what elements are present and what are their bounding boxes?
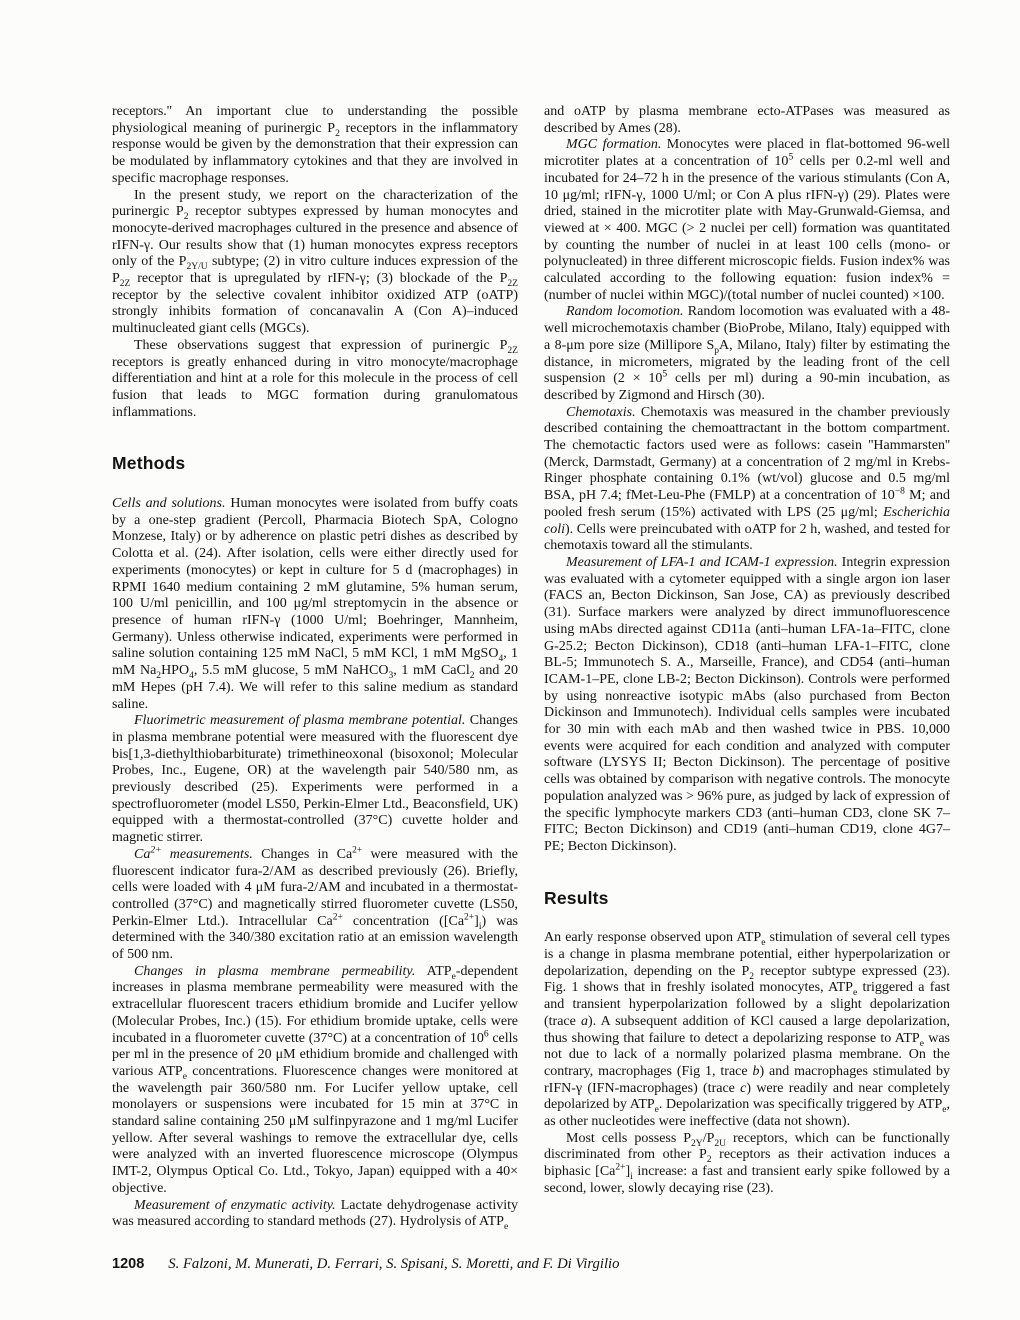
section-heading-results: Results (544, 887, 609, 908)
paragraph-lead: Fluorimetric measurement of plasma membrane potential. (134, 713, 466, 729)
paragraph-lead: MGC formation. (566, 137, 662, 153)
paragraph: Measurement of LFA-1 and ICAM-1 expression. Integrin expression was evaluated with a cytometer equipped with a single argon ion laser (FACS an, Becton Dickinson, San Jose, CA) as previously described (31). Surface markers were analyzed by direct immunofluorescence using mAbs directed against CD11a (anti–human LFA-1a–FITC, clone G-25.2; Becton Dickinson), CD18 (anti–human LFA-1–FITC, clone BL-5; Immunotech S. A., Marseille, France), and CD54 (anti–human ICAM-1–PE, clone LB-2; Becton Dickinson). Controls were performed by using nonreactive isotypic mAbs (also purchased from Becton Dickinson and Immunotech). Individual cells samples were incubated for 30 min with each mAb and then washed twice in PBS. 10,000 events were acquired for each condition and analyzed with computer software (LYSYS II; Becton Dickinson). The percentage of positive cells was obtained by comparison with negative controls. The monocyte population analyzed was > 96% pure, as judged by lack of expression of the specific lymphocyte markers CD3 (anti–human CD3, clone SK 7–FITC; Becton Dickinson) and CD19 (anti–human CD19, clone 4G7–PE; Becton Dickinson). (544, 554, 950, 854)
paragraph: Fluorimetric measurement of plasma membrane potential. Changes in plasma membrane potential were measured with the fluorescent dye bis[1,3-diethylthiobarbiturate) trimethineoxonal (bisoxonol; Molecular Probes, Inc., Eugene, OR) at the wavelength pair 540/580 nm, as previously described (25). Experiments were performed in a spectrofluorometer (model LS50, Perkin-Elmer Ltd., Beaconsfield, UK) equipped with a thermostat-controlled (37°C) cuvette holder and magnetic stirrer. (112, 713, 518, 846)
paragraph-lead: Chemotaxis. (566, 404, 636, 420)
paragraph: Chemotaxis. Chemotaxis was measured in the chamber previously described containing the chemoattractant in the bottom compartment. The chemotactic factors used were as follows: casein ''Hammarsten'' (Merck, Darmstadt, Germany) at a concentration of 2 mg/ml in Krebs-Ringer phosphate containing 0.1% (wt/vol) glucose and 0.5 mg/ml BSA, pH 7.4; fMet-Leu-Phe (FMLP) at a concentration of $10^{-8}$ M; and pooled fresh serum (15%) activated with LPS (25 μg/ml; Escherichia coli). Cells were preincubated with oATP for 2 h, washed, and tested for chemotaxis toward all the stimulants. (544, 404, 950, 554)
left-column (112, 104, 518, 1231)
two-column-text (112, 104, 950, 1231)
paragraph-lead: Cells and solutions. (112, 496, 226, 512)
page-footer (112, 1256, 620, 1273)
paragraph: Random locomotion. Random locomotion was evaluated with a 48-well microchemotaxis chamber (BioProbe, Milano, Italy) equipped with a 8-μm pore size (Millipore $S_pA$, Milano, Italy) filter by estimating the distance, in micrometers, migrated by the leading front of the cell suspension ($2 \times 10^5$ cells per ml) during a 90-min incubation, as described by Zigmond and Hirsch (30). (544, 304, 951, 403)
running-authors: S. Falzoni, M. Munerati, D. Ferrari, S. Spisani, S. Moretti, and F. Di Virgilio (168, 1256, 620, 1272)
paragraph-lead: Random locomotion. (566, 304, 684, 320)
paragraph: Cells and solutions. Human monocytes were isolated from buffy coats by a one-step gradient (Percoll, Pharmacia Biotech SpA, Cologno Monzese, Italy) or by adherence on plastic petri dishes as described by Colotta et al. (24). After isolation, cells were either directly used for experiments (monocytes) or kept in culture for 5 d (macrophages) in RPMI 1640 medium containing 2 mM glutamine, 5% human serum, 100 U/ml penicillin, and 100 μg/ml streptomycin in the absence or presence of human rIFN-γ (1000 U/ml; Boehringer, Mannheim, Germany). Unless otherwise indicated, experiments were performed in saline solution containing 125 mM NaCl, 5 mM KCl, 1 mM MgSO$_4$, 1 mM $Na_2HPO_4$, 5.5 mM glucose, 5 mM NaHCO$_3$, 1 mM CaCl$_2$ and 20 mM Hepes (pH 7.4). We will refer to this saline medium as standard saline. (112, 496, 519, 712)
paragraph-lead: Changes in plasma membrane permeability. (134, 963, 416, 979)
paragraph-lead: Measurement of LFA-1 and ICAM-1 expression. (566, 554, 838, 570)
paragraph-lead: Measurement of enzymatic activity. (134, 1197, 336, 1213)
paragraph: These observations suggest that expression of purinergic $P_{2Z}$ receptors is greatly enhanced during in vitro monocyte/macrophage differentiation and hint at a role for this molecule in the process of cell fusion that leads to MGC formation during granulomatous inflammations. (112, 337, 518, 420)
paragraph: Measurement of enzymatic activity. Lactate dehydrogenase activity was measured according to standard methods (27). Hydrolysis of $ATP_e$ (112, 1197, 518, 1233)
paragraph: Most cells possess $P_{2Y}/P_{2U}$ receptors, which can be functionally discriminated from other $P_2$ receptors as their activation induces a biphasic $[Ca^{2+}]_i$ increase: a fast and transient early spike followed by a second, lower, slowly decaying rise (23). (544, 1130, 951, 1196)
paragraph-lead: $Ca^{2+}$ measurements. (134, 845, 253, 862)
section-heading-methods: Methods (112, 453, 186, 474)
paragraph: $Ca^{2+}$ measurements. Changes in $Ca^{2+}$ were measured with the fluorescent indicator fura-2/AM as described previously (26). Briefly, cells were loaded with 4 μM fura-2/AM and incubated in a thermostat-controlled (37°C) and magnetically stirred fluorometer cuvette (LS50, Perkin-Elmer Ltd.). Intracellular $Ca^{2+}$ concentration $([Ca^{2+}]_i)$ was determined with the 340/380 excitation ratio at an emission wavelength of 500 nm. (112, 845, 519, 963)
paragraph: In the present study, we report on the characterization of the purinergic $P_2$ receptor subtypes expressed by human monocytes and monocyte-derived macrophages cultured in the presence and absence of rIFN-γ. Our results show that (1) human monocytes express receptors only of the $P_{2Y/U}$ subtype; (2) in vitro culture induces expression of the $P_{2Z}$ receptor that is upregulated by rIFN-γ; (3) blockade of the $P_{2Z}$ receptor by the selective covalent inhibitor oxidized ATP (oATP) strongly inhibits formation of concanavalin A (Con A)–induced multinucleated giant cells (MGCs). (112, 187, 518, 337)
paragraph: and oATP by plasma membrane ecto-ATPases was measured as described by Ames (28). (544, 104, 950, 136)
paragraph: receptors.'' An important clue to understanding the possible physiological meaning of purinergic $P_2$ receptors in the inflammatory response would be given by the demonstration that their expression can be modulated by inflammatory cytokines and that they are involved in specific macrophage responses. (112, 104, 519, 186)
paragraph: Changes in plasma membrane permeability. $ATP_e$-dependent increases in plasma membrane permeability were measured with the extracellular fluorescent tracers ethidium bromide and Lucifer yellow (Molecular Probes, Inc.) (15). For ethidium bromide uptake, cells were incubated in a fluorometer cuvette (37°C) at a concentration of $10^6$ cells per ml in the presence of 20 μM ethidium bromide and challenged with various $ATP_e$ concentrations. Fluorescence changes were monitored at the wavelength pair 360/580 nm. For Lucifer yellow uptake, cell monolayers or suspensions were incubated for 15 min at 37°C in standard saline containing 250 μM sulfinpyrazone and 1 mg/ml Lucifer yellow. After several washings to remove the extracellular dye, cells were analyzed with an inverted fluorescence microscope (Olympus IMT-2, Olympus Optical Co. Ltd., Tokyo, Japan) equipped with a 40× objective. (112, 963, 519, 1196)
right-column (544, 104, 950, 1231)
page-number: 1208 (112, 1256, 145, 1272)
paragraph: MGC formation. Monocytes were placed in flat-bottomed 96-well microtiter plates at a concentration of $10^5$ cells per 0.2-ml well and incubated for 24–72 h in the presence of the various stimulants (Con A, 10 μg/ml; rIFN-γ, 1000 U/ml; or Con A plus rIFN-γ) (29). Plates were dried, stained in the microtiter plate with May-Grunwald-Giemsa, and viewed at × 400. MGC (> 2 nuclei per cell) formation was quantitated by counting the number of nuclei in at least 100 cells (mono- or polynucleated) in three different microscopic fields. Fusion index% was calculated according to the following equation: fusion index% = (number of nuclei within MGC)/(total number of nuclei counted) ×100. (544, 137, 950, 303)
paragraph: An early response observed upon $ATP_e$ stimulation of several cell types is a change in plasma membrane potential, either hyperpolarization or depolarization, depending on the $P_2$ receptor subtype expressed (23). Fig. 1 shows that in freshly isolated monocytes, $ATP_e$ triggered a fast and transient hyperpolarization followed by a slight depolarization (trace a). A subsequent addition of KCl caused a large depolarization, thus showing that failure to detect a depolarizing response to $ATP_e$ was not due to lack of a normally polarized plasma membrane. On the contrary, macrophages (Fig 1, trace b) and macrophages stimulated by rIFN-γ (IFN-macrophages) (trace c) were readily and near completely depolarized by $ATP_e$. Depolarization was specifically triggered by $ATP_e$, as other nucleotides were ineffective (data not shown). (544, 930, 951, 1130)
